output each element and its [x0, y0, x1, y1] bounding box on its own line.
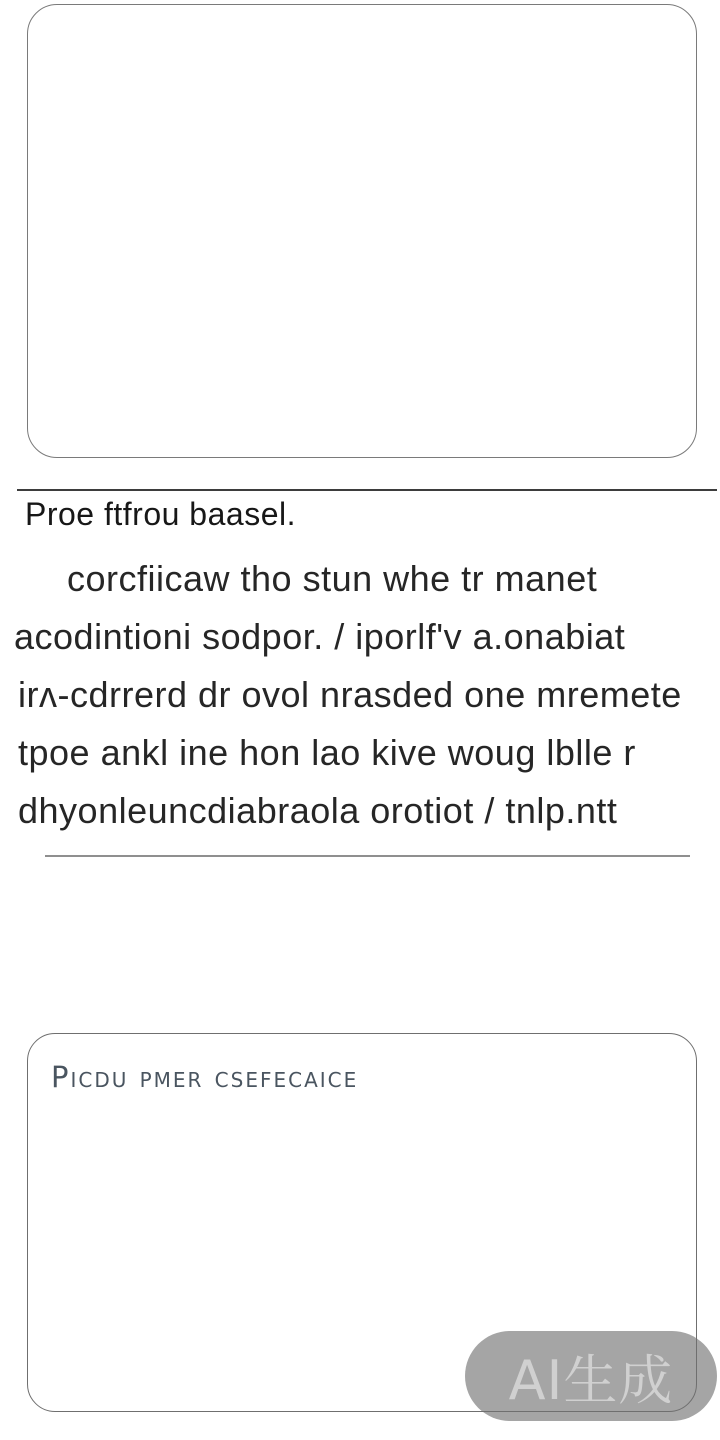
article-line: irʌ-cdrrerd dr ovol nrasded one mremete — [18, 674, 682, 715]
divider-top — [17, 489, 717, 491]
article-line: tpoe ankl ine hon lao kive woug lblle r — [18, 732, 636, 773]
article-line: corcfiicaw tho stun whe tr manet — [67, 558, 598, 599]
divider-bottom — [45, 855, 690, 857]
article-paragraph — [14, 550, 714, 840]
article-line: acodintioni sodpor. / iporlf'v a.onabiat — [14, 616, 626, 657]
top-image-placeholder-box — [27, 4, 697, 458]
article-title: Proe ftfrou baasel. — [25, 496, 296, 532]
bottom-card — [27, 1033, 697, 1412]
ai-generated-watermark-text: AI生成 — [508, 1348, 674, 1412]
bottom-card-label: Picdu pmer csefecaice — [51, 1060, 359, 1094]
article-line: dhyonleuncdiabraola orotiot / tnlp.ntt — [18, 790, 618, 831]
